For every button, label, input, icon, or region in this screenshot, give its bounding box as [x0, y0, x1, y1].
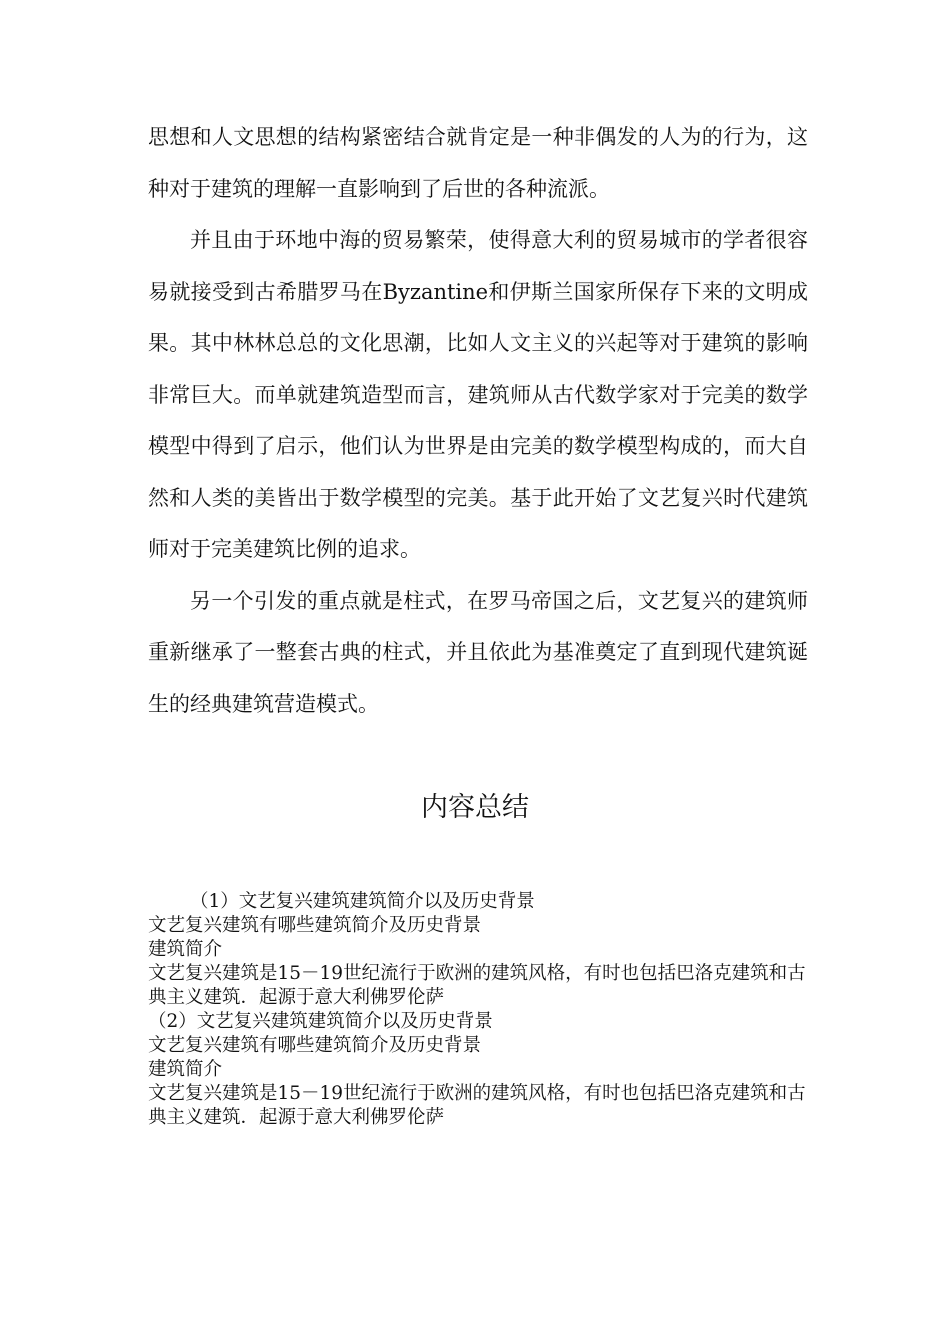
summary-line: 文艺复兴建筑有哪些建筑简介及历史背景 — [148, 1035, 482, 1056]
paragraph-continued: 思想和人文思想的结构紧密结合就肯定是一种非偶发的人为的行为，这种对于建筑的理解一直影响到了后世的各种流派。 — [148, 125, 808, 201]
summary-line: 文艺复兴建筑是15－19世纪流行于欧洲的建筑风格，有时也包括巴洛克建筑和古典主义建筑．起源于意大利佛罗伦萨 — [148, 1083, 806, 1128]
summary-title: 内容总结 — [421, 792, 529, 823]
summary-section — [148, 890, 808, 1130]
summary-line: 建筑简介 — [148, 1059, 223, 1080]
body-text — [148, 112, 808, 730]
paragraph-trade: 并且由于环地中海的贸易繁荣，使得意大利的贸易城市的学者很容易就接受到古希腊罗马在Byzantine和伊斯兰国家所保存下来的文明成果。其中林林总总的文化思潮，比如人文主义的兴起等对于建筑的影响非常巨大。而单就建筑造型而言，建筑师从古代数学家对于完美的数学模型中得到了启示，他们认为世界是由完美的数学模型构成的，而大自然和人类的美皆出于数学模型的完美。基于此开始了文艺复兴时代建筑师对于完美建筑比例的追求。 — [148, 228, 808, 561]
paragraph-orders: 另一个引发的重点就是柱式，在罗马帝国之后，文艺复兴的建筑师重新继承了一整套古典的柱式，并且依此为基准奠定了直到现代建筑诞生的经典建筑营造模式。 — [148, 588, 808, 716]
summary-line: 文艺复兴建筑有哪些建筑简介及历史背景 — [148, 915, 482, 936]
summary-line: 建筑简介 — [148, 939, 223, 960]
summary-line: （2）文艺复兴建筑建筑简介以及历史背景 — [148, 1011, 493, 1032]
summary-line: 文艺复兴建筑是15－19世纪流行于欧洲的建筑风格，有时也包括巴洛克建筑和古典主义建筑．起源于意大利佛罗伦萨 — [148, 963, 806, 1008]
summary-line: （1）文艺复兴建筑建筑简介以及历史背景 — [190, 891, 535, 912]
